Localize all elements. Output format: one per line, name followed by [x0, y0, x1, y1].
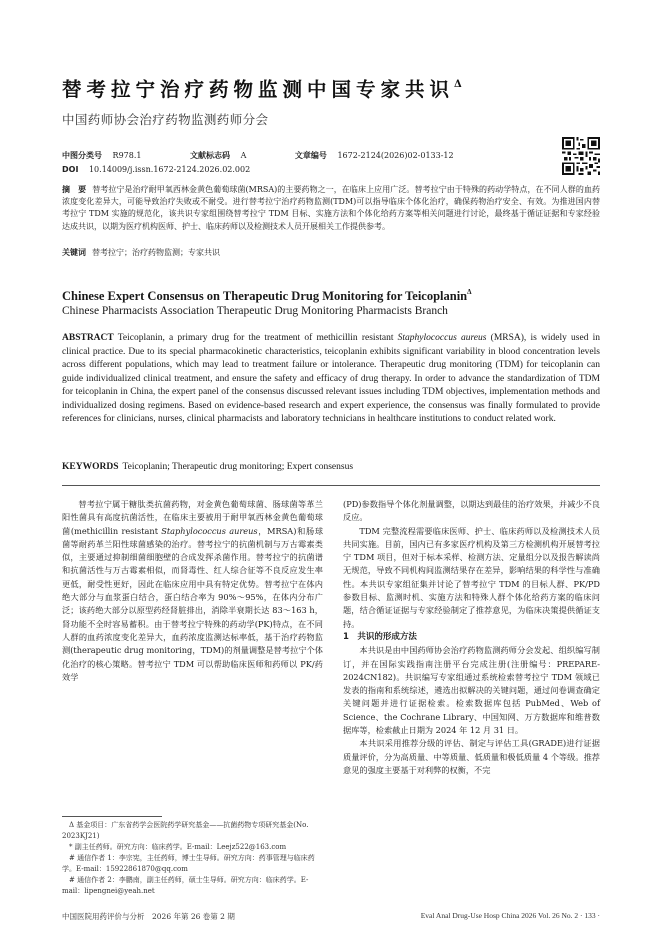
body-paragraph: (PD)参数指导个体化剂量调整，以期达到最佳的治疗效果，并减少不良反应。 — [343, 499, 600, 523]
article-number-label: 文章编号 — [294, 151, 327, 160]
qr-code-icon — [562, 137, 600, 175]
keywords-chinese-text: 替考拉宁；治疗药物监测；专家共识 — [92, 248, 220, 257]
abstract-chinese-text: 替考拉宁是治疗耐甲氧西林金黄色葡萄球菌(MRSA)的主要药物之一，在临床上应用广泛。替考拉宁由于特殊的药动学特点，在不同人群的血药浓度变化差异大，可能导致治疗失败或不耐受。进行替考拉宁治疗药物监测(TDM)可以指导临床个体化治疗，确保药物治疗安全、有效。为推进国内替考拉宁 TDM 实施的规范化，该共识专家组围绕替考拉宁 TDM 目标、实施方法和个体化给药方案等相关问题进行讨论，最终基于循证证据和专家经验达成共识，以期为医疗机构医师、护士、临床药师以及检测技术人员开展相关工作提供参考。 — [62, 185, 601, 231]
doi-value[interactable]: 10.14009/j.issn.1672-2124.2026.02.002 — [88, 165, 251, 174]
title-english — [62, 288, 472, 304]
title-english-mark: Δ — [467, 288, 472, 296]
abstract-english-label: ABSTRACT — [62, 333, 114, 343]
footnote-divider — [62, 816, 162, 817]
body-column-right — [343, 498, 600, 777]
section-heading: 1 共识的形成方法 — [343, 631, 417, 642]
doi-label: DOI — [62, 165, 79, 174]
clc-value: R978.1 — [112, 151, 142, 160]
footer-journal-cn: 中国医院用药评价与分析 2026 年第 26 卷第 2 期 — [62, 912, 235, 921]
doc-code-label: 文献标志码 — [190, 151, 231, 160]
keywords-english — [62, 462, 600, 472]
footnotes — [62, 820, 323, 897]
body-text: ，MRSA)和肠球菌等耐药革兰阳性球菌感染的治疗。替考拉宁的抗菌机制与万古霉素类似，主要通过抑制细菌细胞壁的合成发挥杀菌作用。替考拉宁的抗菌谱和抗菌活性与万古霉素相似，而肾毒性、红人综合征等不良反应发生率更低，耐受性更好，因此在临床应用中具有特定优势。替考拉宁在体内绝大部分与血浆蛋白结合，蛋白结合率为 90%～95%，在体内分布广泛；该药绝大部分以原型药经肾脏排出，消除半衰期长达 83～163 h，肾功能不全时容易蓄积。由于替考拉宁特殊的药动学(PK)特点，在不同人群的血药浓度变化差异大，血药浓度监测达标率低，基于治疗药物监测(therapeutic drug monitoring，TDM)的剂量调整是替考拉宁个体化治疗的核心策略。替考拉宁 TDM 可以帮助临床医师和药师以 PK/药效学 — [62, 525, 324, 682]
meta-row-1 — [62, 150, 454, 161]
section-divider — [62, 485, 600, 486]
keywords-english-text: Teicoplanin; Therapeutic drug monitoring; Expert consensus — [122, 462, 354, 472]
title-chinese-mark: Δ — [454, 79, 462, 90]
footnote-funding: Δ 基金项目：广东省药学会医院药学研究基金——抗菌药物专项研究基金(No. 2023KJ21) — [62, 821, 309, 840]
abstract-chinese — [62, 184, 600, 233]
footnote-author: * 副主任药师。研究方向：临床药学。E-mail：Leejz522@163.com — [69, 843, 287, 851]
footnote-correspondence-2: # 通信作者 2：李鹏南，副主任药师，硕士生导师。研究方向：临床药学。E-mail：lipengnei@yeah.net — [62, 876, 309, 895]
body-paragraph: 本共识是由中国药师协会治疗药物监测药师分会发起、组织编写制订，并在国际实践指南注册平台完成注册(注册编号：PREPARE-2024CN182)。共识编写专家组通过系统检索替考拉宁 TDM 领域已发表的指南和系统综述，遴选出拟解决的关键问题，通过问卷调查确定关键问题并进行证据检索。检索数据库包括 PubMed、Web of Science、the Cochrane Library、中国知网、万方数据库和维普数据库等，检索截止日期为 2024 年 12 月 31 日。 — [343, 645, 600, 736]
title-chinese-text: 替考拉宁治疗药物监测中国专家共识 — [62, 78, 455, 101]
doc-code-value: A — [240, 151, 247, 160]
author-english: Chinese Pharmacists Association Therapeutic Drug Monitoring Pharmacists Branch — [62, 305, 448, 317]
footer-journal-en: Eval Anal Drug-Use Hosp China 2026 Vol. 26 No. 2 · 133 · — [420, 911, 600, 920]
keywords-chinese — [62, 247, 600, 258]
abstract-chinese-label: 摘 要 — [62, 185, 87, 194]
title-chinese — [62, 74, 462, 102]
body-column-left — [62, 498, 323, 684]
abstract-english-text-b: (MRSA), is widely used in clinical practice. Due to its special pharmacokinetic characteristics, teicoplanin exhibits significant variability in blood concentration levels across different populations, which may lead to treatment failure or intolerance. Therapeutic drug monitoring (TDM) for teicoplanin can guide individualized clinical treatment, and ensure the safety and efficacy of drug therapy. In order to advance the standardization of TDM for teicoplanin in China, the expert panel of the consensus discussed relevant issues including TDM objectives, implementation methods and individualized dosing regimens. Based on evidence-based research and expert experience, the consensus was finally formulated to provide references for clinicians, nurses, clinical pharmacists and laboratory technicians in healthcare institutions to conduct related work. — [62, 333, 601, 424]
abstract-english-species: Staphylococcus aureus — [397, 333, 487, 343]
body-paragraph: 本共识采用推荐分级的评估、制定与评估工具(GRADE)进行证据质量评价，分为高质量、中等质量、低质量和极低质量 4 个等级。推荐意见的强度主要基于对利弊的权衡，不完 — [343, 738, 600, 775]
keywords-chinese-label: 关键词 — [62, 248, 86, 257]
keywords-english-label: KEYWORDS — [62, 462, 119, 472]
clc-label: 中图分类号 — [62, 151, 102, 160]
article-number-value: 1672-2124(2026)02-0133-12 — [337, 151, 454, 160]
footnote-correspondence-1: # 通信作者 1：李宗宪，主任药师，博士生导师。研究方向：药事管理与临床药学。E-mail：15922861870@qq.com — [62, 854, 315, 873]
title-english-text: Chinese Expert Consensus on Therapeutic Drug Monitoring for Teicoplanin — [62, 289, 468, 303]
meta-row-2 — [62, 165, 250, 174]
author-chinese: 中国药师协会治疗药物监测药师分会 — [62, 112, 269, 127]
body-paragraph: TDM 完整流程需要临床医师、护士、临床药师以及检测技术人员共同实施。目前，国内已有多家医疗机构及第三方检测机构开展替考拉宁 TDM 项目，但对于标本采样、检测方法、定量组分以及报告解读尚无规范，导致不同机构间监测结果存在差异，影响结果的科学性与准确性。本共识专家组征集并讨论了替考拉宁 TDM 的目标人群、PK/PD 参数目标、监测时机、实施方法和特殊人群个体化给药方案的临床问题，结合循证证据与专家经验制定了推荐意见，为临床决策提供循证支持。 — [343, 525, 600, 629]
abstract-english-text-a: Teicoplanin, a primary drug for the treatment of methicillin resistant — [117, 333, 398, 343]
body-text-italic: Staphylococcus aureus — [161, 525, 258, 536]
body-text: 替考拉宁属于糖肽类抗菌药物，对金黄色葡萄球菌、肠球菌等革兰阳性菌具有高度抗菌活性，在临床主要被用于耐甲氧西林金黄色葡萄球菌(methicillin resistant — [62, 499, 323, 536]
body-paragraph — [62, 498, 323, 684]
abstract-english — [62, 332, 600, 427]
